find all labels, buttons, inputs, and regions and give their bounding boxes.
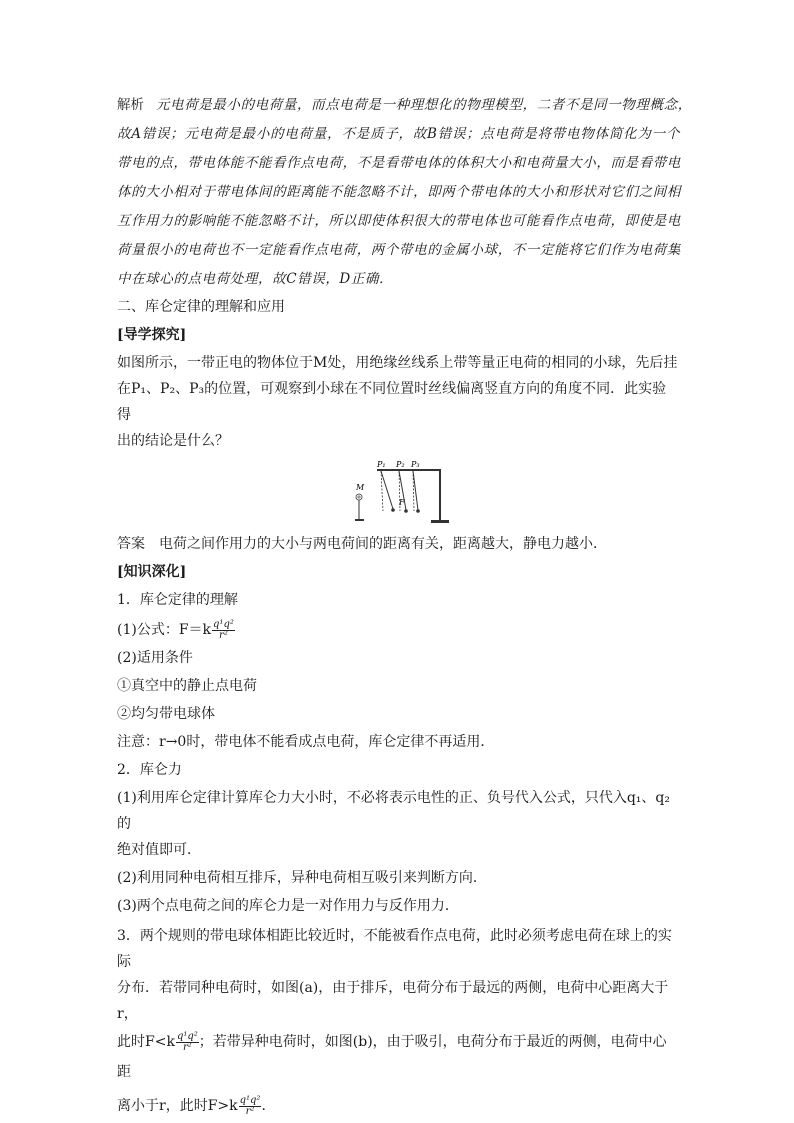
document-page	[117, 88, 692, 1121]
formula-line: (1)公式：F＝k $\frac{\text{q¹q²}}{\text{r²}}$	[117, 618, 234, 641]
label-p1: P₁	[377, 460, 386, 469]
explore-heading: [导学探究]	[117, 327, 187, 343]
analysis-line: 荷量很小的电荷也不一定能看作点电荷，两个带电的金属小球，不一定能将它们作为电荷集	[117, 242, 681, 258]
item3-line4: 离小于r，此时F>k $\frac{\text{q¹q²}}{\text{r²}}$ .	[117, 1094, 266, 1117]
label-p2: P₂	[396, 460, 405, 469]
answer-line	[117, 531, 680, 557]
cond-1: ①真空中的静止点电荷	[117, 678, 257, 694]
stand-pole	[439, 469, 441, 521]
answer-label: 答案	[117, 536, 145, 552]
analysis-line: 体的大小相对于带电体间的距离能不能忽略不计，即两个带电体的大小和形状对它们之间相	[117, 184, 681, 200]
pendulum-figure	[355, 457, 451, 527]
answer-text: 电荷之间作用力的大小与两电荷间的距离有关，距离越大，静电力越小．	[159, 536, 607, 552]
item3-line3: 此时F<k $\frac{\text{q¹q²}}{\text{r²}}$ ；若带异种电荷时，如图(b)，由于吸引，电荷分布于最近的两侧，电荷中心距	[117, 1030, 667, 1080]
label-f: F	[399, 498, 405, 507]
analysis-line: 中在球心的点电荷处理，故C错误，D正确．	[117, 271, 394, 287]
crossbar	[377, 469, 441, 471]
item2-a: (1)利用库仑定律计算库仑力大小时，不必将表示电性的正、负号代入公式，只代入q₁、q₂的 绝对值即可．	[117, 790, 670, 858]
stand-base	[431, 520, 449, 523]
cond-title: (2)适用条件	[117, 650, 193, 666]
cond-2: ②均匀带电球体	[117, 706, 215, 722]
formula-fraction: $\frac{\text{q¹q²}}{\text{r²}}$	[213, 618, 234, 641]
note: 注意：r→0时，带电体不能看成点电荷，库仑定律不再适用．	[117, 734, 495, 750]
knowledge-heading: [知识深化]	[117, 564, 187, 580]
label-p3: P₃	[411, 460, 420, 469]
item2-title: 2．库仑力	[117, 762, 182, 778]
analysis-label: 解析	[117, 97, 144, 113]
analysis-line: 带电的点，带电体能不能看作点电荷，不是看带电体的体积大小和电荷量大小，而是看带电	[117, 155, 681, 171]
item1-title: 1．库仑定律的理解	[117, 592, 238, 608]
label-m: M	[356, 483, 365, 492]
analysis-line: 互作用力的影响能不能忽略不计，所以即使体积很大的带电体也可能看作点电荷，即使是电	[117, 213, 681, 229]
analysis-line: 故A错误；元电荷是最小的电荷量，不是质子，故B错误；点电荷是将带电物体简化为一个	[117, 126, 680, 142]
analysis-block	[117, 91, 692, 294]
analysis-line: 解析 元电荷是最小的电荷量，而点电荷是一种理想化的物理模型，二者不是同一物理概念，	[117, 97, 692, 113]
item3: 3．两个规则的带电球体相距比较近时，不能被看作点电荷，此时必须考虑电荷在球上的实际 分布．若带同种电荷时，如图(a)，由于排斥，电荷分布于最远的两侧，电荷中心距离大于r， 此时F<k $\frac{\text{q¹q²}}{\text{r²}}$ ；若带异种电荷时，如图(b)，由于吸引，电荷分布于最近的两侧，电荷中心距 离小于r，此时F>k $\frac{\text{q¹q²}}{\text{r²}}$ .	[117, 923, 680, 1121]
item2-c: (3)两个点电荷之间的库仑力是一对作用力与反作用力．	[117, 898, 459, 914]
item2-b: (2)利用同种电荷相互排斥，异种电荷相互吸引来判断方向．	[117, 870, 487, 886]
explore-text: 如图所示，一带正电的物体位于M处，用绝缘丝线系上带等量正电荷的相同的小球，先后挂 在P₁、P₂、P₃的位置，可观察到小球在不同位置时丝线偏离竖直方向的角度不同．此实验得 出的结论是什么？	[117, 355, 678, 449]
section-title: 二、库仑定律的理解和应用	[117, 299, 285, 315]
